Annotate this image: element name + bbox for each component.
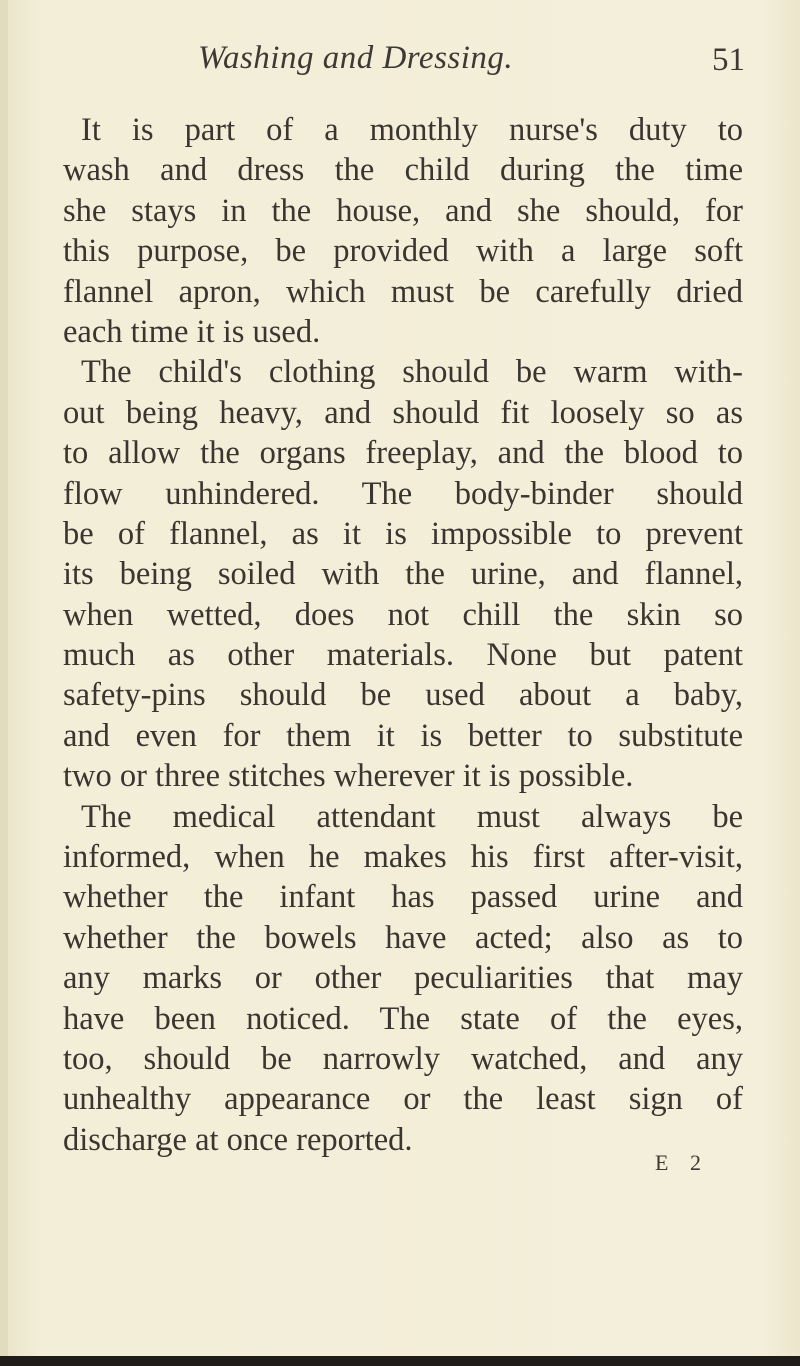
text-line: this purpose, be provided with a large soft (63, 233, 743, 270)
text-line: to allow the organs freeplay, and the blood to (63, 435, 743, 472)
text-line: any marks or other peculiarities that may (63, 960, 743, 997)
body-text (63, 110, 743, 1160)
text-line: each time it is used. (63, 313, 321, 350)
text-line: its being soiled with the urine, and flannel, (63, 556, 743, 593)
text-line: whether the bowels have acted; also as to (63, 919, 743, 956)
text-line: have been noticed. The state of the eyes, (63, 1000, 743, 1037)
running-title: Washing and Dressing. (198, 40, 514, 76)
text-line: informed, when he makes his first after-visit, (63, 839, 743, 876)
text-line: much as other materials. None but patent (63, 637, 743, 674)
text-line: discharge at once reported. (63, 1121, 413, 1158)
text-line: safety-pins should be used about a baby, (63, 677, 743, 714)
text-line: The medical attendant must always be (81, 798, 743, 835)
text-line: and even for them it is better to substitute (63, 717, 743, 754)
page-gutter (0, 0, 8, 1366)
text-line: out being heavy, and should fit loosely so as (63, 394, 743, 431)
text-line: she stays in the house, and she should, for (63, 192, 743, 229)
text-line: whether the infant has passed urine and (63, 879, 743, 916)
text-line: too, should be narrowly watched, and any (63, 1040, 743, 1077)
text-line: The child's clothing should be warm with- (81, 354, 743, 391)
text-line: It is part of a monthly nurse's duty to (81, 112, 743, 148)
text-line: flow unhindered. The body-binder should (63, 475, 743, 512)
text-line: flannel apron, which must be carefully dried (63, 273, 743, 310)
signature-mark: E 2 (655, 1150, 709, 1175)
text-line: be of flannel, as it is impossible to prevent (63, 515, 743, 552)
page-number: 51 (712, 42, 745, 78)
bottom-edge (0, 1356, 800, 1366)
text-line: two or three stitches wherever it is possible. (63, 758, 634, 795)
page-header (0, 40, 800, 90)
text-line: unhealthy appearance or the least sign of (63, 1081, 743, 1118)
text-line: wash and dress the child during the time (63, 152, 743, 189)
text-line: when wetted, does not chill the skin so (63, 596, 743, 633)
